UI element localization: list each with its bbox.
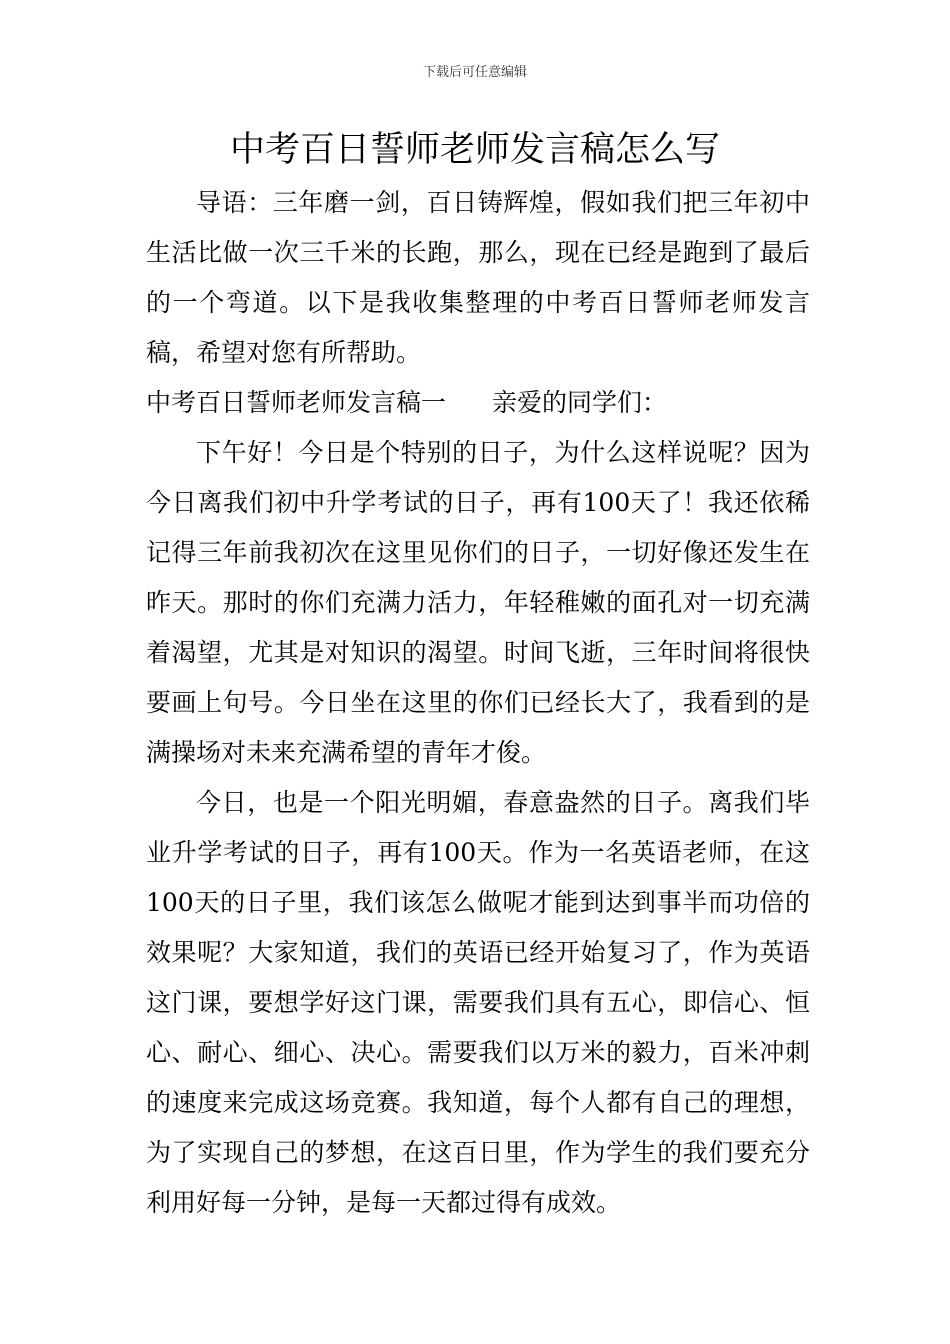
- paragraph-2: 今日，也是一个阳光明媚，春意盎然的日子。离我们毕业升学考试的日子，再有100天。作为一名英语老师，在这100天的日子里，我们该怎么做呢才能到达到事半而功倍的效果呢？大家知道，我们的英语已经开始复习了，作为英语这门课，要想学好这门课，需要我们具有五心，即信心、恒心、耐心、细心、决心。需要我们以万米的毅力，百米冲刺的速度来完成这场竞赛。我知道，每个人都有自己的理想，为了实现自己的梦想，在这百日里，作为学生的我们要充分利用好每一分钟，是每一天都过得有成效。: [146, 788, 810, 1217]
- intro-paragraph: 导语：三年磨一剑，百日铸辉煌，假如我们把三年初中生活比做一次三千米的长跑，那么，现在已经是跑到了最后的一个弯道。以下是我收集整理的中考百日誓师老师发言稿，希望对您有所帮助。: [146, 188, 810, 367]
- document-title: 中考百日誓师老师发言稿怎么写: [229, 130, 720, 170]
- header-note: 下载后可任意编辑: [422, 65, 527, 80]
- section-heading-line: [146, 378, 810, 428]
- section-heading: 中考百日誓师老师发言稿一: [146, 388, 447, 417]
- paragraph-1: 下午好！今日是个特别的日子，为什么这样说呢？因为今日离我们初中升学考试的日子，再有100天了！我还依稀记得三年前我初次在这里见你们的日子，一切好像还发生在昨天。那时的你们充满力活力，年轻稚嫩的面孔对一切充满着渴望，尤其是对知识的渴望。时间飞逝，三年时间将很快要画上句号。今日坐在这里的你们已经长大了，我看到的是满操场对未来充满希望的青年才俊。: [146, 438, 810, 767]
- document-body: [146, 178, 810, 1228]
- salutation: 亲爱的同学们：: [492, 388, 668, 417]
